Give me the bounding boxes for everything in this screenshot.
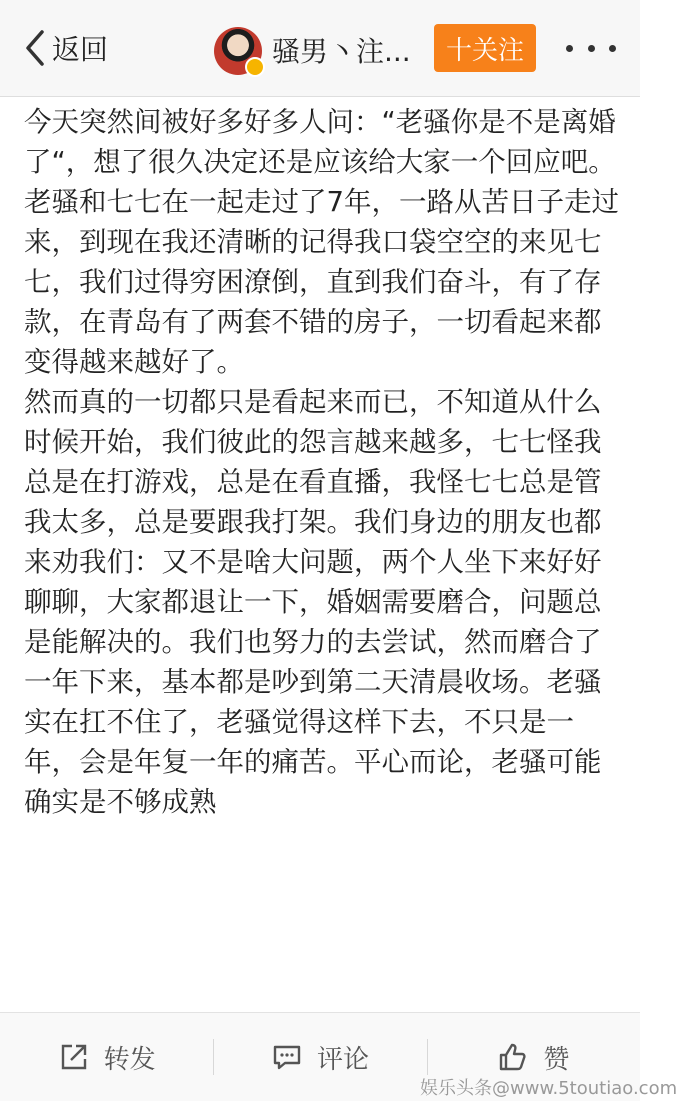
post-paragraph: 然而真的一切都只是看起来而已，不知道从什么时候开始，我们彼此的怨言越来越多，七七怪我总是在打游戏，总是在看直播，我怪七七总是管我太多，总是要跟我打架。我们身边的朋友也都来劝我们：又不是啥大问题，两个人坐下来好好聊聊，大家都退让一下，婚姻需要磨合，问题总是能解决的。我们也努力的去尝试，然而磨合了一年下来，基本都是吵到第二天清晨收场。老骚实在扛不住了，老骚觉得这样下去，不只是一年，会是年复一年的痛苦。平心而论，老骚可能确实是不够成熟	[24, 386, 602, 818]
back-label: 返回	[52, 33, 109, 66]
more-dot-icon	[566, 45, 573, 52]
avatar[interactable]	[214, 27, 262, 75]
more-dot-icon	[609, 45, 616, 52]
post-paragraph: 今天突然间被好多好多人问：“老骚你是不是离婚了“，想了很久决定还是应该给大家一个回应吧。	[24, 106, 616, 178]
more-options-button[interactable]	[566, 36, 616, 60]
user-name[interactable]: 骚男丶注...	[272, 35, 411, 68]
post-body	[24, 102, 620, 822]
chevron-left-icon	[22, 26, 48, 70]
comment-icon	[271, 1041, 303, 1073]
comment-label: 评论	[316, 1044, 369, 1075]
repost-label: 转发	[103, 1044, 156, 1075]
more-dot-icon	[588, 45, 595, 52]
verified-badge-icon	[245, 57, 265, 77]
post-paragraph: 老骚和七七在一起走过了7年，一路从苦日子走过来，到现在我还清晰的记得我口袋空空的来见七七，我们过得穷困潦倒，直到我们奋斗，有了存款，在青岛有了两套不错的房子，一切看起来都变得越来越好了。	[24, 186, 619, 378]
top-nav-bar	[0, 0, 640, 97]
like-label: 赞	[543, 1044, 570, 1075]
watermark-text: 娱乐头条@www.5toutiao.com	[420, 1078, 677, 1099]
thumbs-up-icon	[497, 1041, 529, 1073]
follow-button[interactable]: 十关注	[434, 24, 536, 72]
comment-button[interactable]	[213, 1013, 426, 1101]
back-button[interactable]	[22, 26, 108, 70]
repost-icon	[58, 1041, 90, 1073]
repost-button[interactable]	[0, 1013, 213, 1101]
